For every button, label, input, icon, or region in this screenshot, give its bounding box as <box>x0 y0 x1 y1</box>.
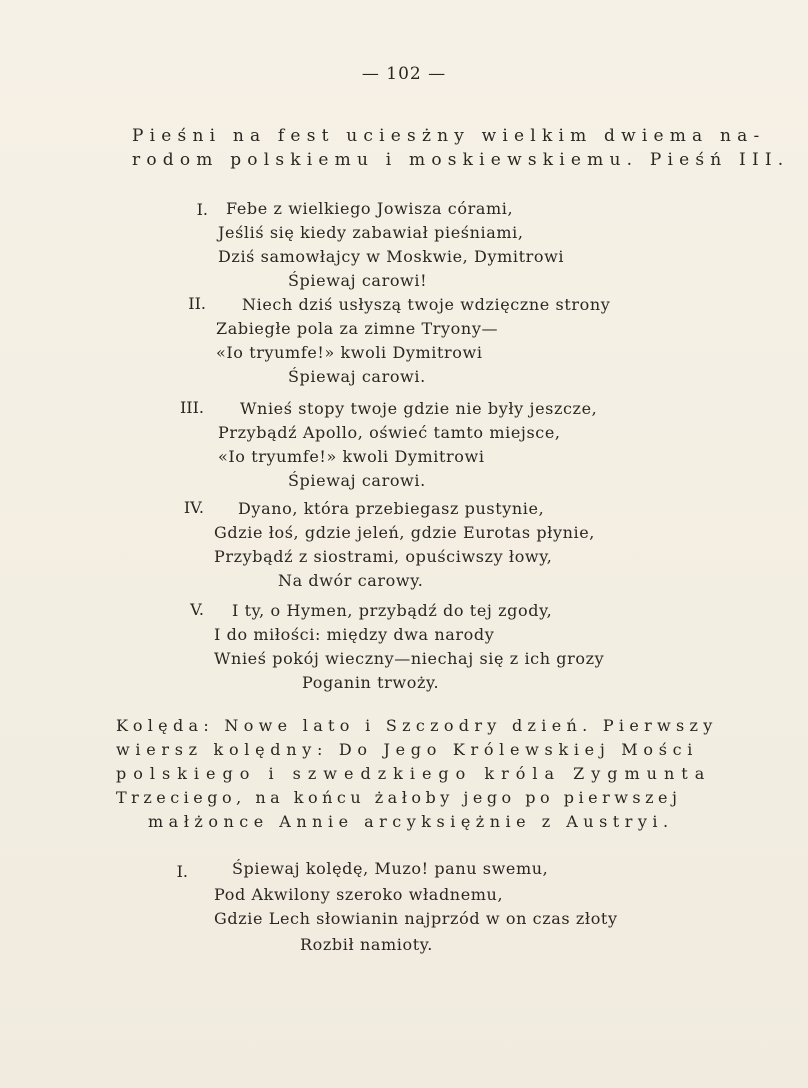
poem-title-line: wiersz kolędny: Do Jego Królewskiej Mości <box>116 740 699 759</box>
verse-line: Śpiewaj kolędę, Muzo! panu swemu, <box>232 859 549 878</box>
stanza-number: IV. <box>183 498 204 517</box>
poem-title-line: Kolęda: Nowe lato i Szczodry dzień. Pierwszy <box>116 716 718 735</box>
verse-line: Przybądź z siostrami, opuściwszy łowy, <box>214 547 553 566</box>
verse-line: «Io tryumfe!» kwoli Dymitrowi <box>218 447 485 466</box>
verse-line: Poganin trwoży. <box>302 673 440 692</box>
verse-line: Śpiewaj carowi. <box>288 367 426 386</box>
verse-line: Dyano, która przebiegasz pustynie, <box>238 499 545 518</box>
verse-line: I do miłości: między dwa narody <box>214 625 495 644</box>
verse-line: Przybądź Apollo, oświeć tamto miejsce, <box>218 423 561 442</box>
verse-line: Na dwór carowy. <box>278 571 424 590</box>
verse-line: I ty, o Hymen, przybądź do tej zgody, <box>232 601 553 620</box>
poem-title-line: małżonce Annie arcyksiężnie z Austryi. <box>148 812 674 831</box>
verse-line: Jeśliś się kiedy zabawiał pieśniami, <box>218 223 524 242</box>
verse-line: Pod Akwilony szeroko władnemu, <box>214 885 504 904</box>
verse-line: Dziś samowłajcy w Moskwie, Dymitrowi <box>218 247 565 266</box>
verse-line: Zabiegłe pola za zimne Tryony— <box>216 319 499 338</box>
stanza-number: I. <box>176 862 188 881</box>
verse-line: Gdzie Lech słowianin najprzód w on czas złoty <box>214 909 618 928</box>
stanza-number: V. <box>190 600 204 619</box>
verse-line: Śpiewaj carowi. <box>288 471 426 490</box>
poem-title-line: Trzeciego, na końcu żałoby jego po pierwszej <box>116 788 682 807</box>
poem-title-line: Pieśni na fest uciesżny wielkim dwiema na- <box>132 126 766 146</box>
stanza-number: III. <box>179 398 204 417</box>
poem-title-line: polskiego i szwedzkiego króla Zygmunta <box>116 764 712 783</box>
stanza-number: II. <box>188 294 206 313</box>
verse-line: Niech dziś usłyszą twoje wdzięczne strony <box>242 295 611 314</box>
verse-line: Febe z wielkiego Jowisza córami, <box>226 199 514 218</box>
page-number: — 102 — <box>361 64 447 84</box>
verse-line: «Io tryumfe!» kwoli Dymitrowi <box>216 343 483 362</box>
poem-title-line: rodom polskiemu i moskiewskiemu. Pieśń III. <box>132 150 790 170</box>
verse-line: Wnieś pokój wieczny—niechaj się z ich grozy <box>214 649 605 668</box>
verse-line: Śpiewaj carowi! <box>288 271 428 290</box>
verse-line: Gdzie łoś, gdzie jeleń, gdzie Eurotas płynie, <box>214 523 595 542</box>
verse-line: Rozbił namioty. <box>300 935 433 954</box>
stanza-number: I. <box>196 200 208 219</box>
verse-line: Wnieś stopy twoje gdzie nie były jeszcze, <box>240 399 598 418</box>
